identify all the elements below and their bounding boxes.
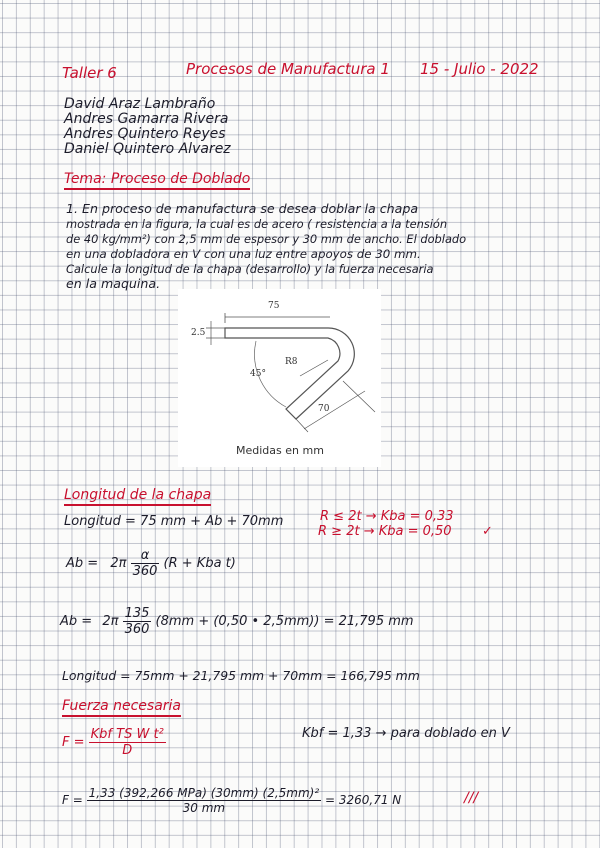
force-final-fraction <box>87 786 322 815</box>
force-final-result: = 3260,71 N <box>325 793 402 807</box>
dim-angle-label: 45° <box>250 369 266 379</box>
force-final-calculation <box>62 786 401 815</box>
force-formula-fraction <box>89 727 166 758</box>
arc-sub-rest: (8mm + (0,50 • 2,5mm)) = 21,795 mm <box>155 614 414 629</box>
force-formula-numerator: Kbf TS W t² <box>90 727 164 742</box>
length-equation: Longitud = 75 mm + Ab + 70mm <box>64 514 284 529</box>
author-4: Daniel Quintero Alvarez <box>64 141 231 157</box>
arc-formula-lhs: Ab = <box>66 556 99 571</box>
arc-sub-numerator: 135 <box>124 606 150 621</box>
problem-line-6: en la maquina. <box>66 276 161 291</box>
problem-line-2: mostrada en la figura, la cual es de acero ( resistencia a la tensión <box>66 217 448 231</box>
arc-sub-fraction <box>123 606 152 637</box>
topic-title: Tema: Proceso de Doblado <box>64 171 250 190</box>
author-3: Andres Quintero Reyes <box>64 126 226 142</box>
force-section-title: Fuerza necesaria <box>62 698 181 717</box>
author-1: David Araz Lambraño <box>64 96 216 112</box>
force-formula-denominator: D <box>122 743 133 758</box>
problem-line-1: 1. En proceso de manufactura se desea doblar la chapa <box>66 201 419 216</box>
arc-formula-coef: 2π <box>110 556 127 571</box>
force-final-denominator: 30 mm <box>182 801 226 815</box>
result-mark-icon: /// <box>464 790 479 806</box>
arc-length-substitution <box>60 606 414 637</box>
force-formula-lhs: F = <box>62 735 85 750</box>
figure-caption: Medidas en mm <box>236 444 324 457</box>
check-mark-icon: ✓ <box>482 524 493 539</box>
force-final-numerator: 1,33 (392,266 MPa) (30mm) (2,5mm)² <box>88 786 320 800</box>
problem-line-3: de 40 kg/mm²) con 2,5 mm de espesor y 30 mm de ancho. El doblado <box>66 232 467 246</box>
problem-line-4: en una dobladora en V con una luz entre apoyos de 30 mm. <box>66 247 421 261</box>
arc-sub-coef: 2π <box>102 614 119 629</box>
dim-top-label: 75 <box>268 301 280 311</box>
force-formula <box>62 727 166 758</box>
arc-formula-rest: (R + Kba t) <box>163 556 236 571</box>
arc-sub-lhs: Ab = <box>60 614 93 629</box>
arc-formula-denominator: 360 <box>132 564 158 579</box>
course-title: Procesos de Manufactura 1 <box>186 60 390 78</box>
kbf-note: Kbf = 1,33 → para doblado en V <box>302 726 510 741</box>
author-2: Andres Gamarra Rivera <box>64 111 229 127</box>
kba-rule-2: R ≥ 2t → Kba = 0,50 <box>318 524 452 539</box>
dim-leg-label: 70 <box>318 404 330 414</box>
problem-line-5: Calcule la longitud de la chapa (desarrollo) y la fuerza necesaria <box>66 262 434 276</box>
dim-thickness-label: 2.5 <box>191 328 206 338</box>
force-final-lhs: F = <box>62 793 83 807</box>
workshop-label: Taller 6 <box>62 64 117 82</box>
kba-rule-1: R ≤ 2t → Kba = 0,33 <box>320 509 454 524</box>
arc-sub-denominator: 360 <box>124 622 150 637</box>
arc-length-formula <box>66 548 236 579</box>
arc-formula-numerator: α <box>131 548 160 564</box>
length-section-title: Longitud de la chapa <box>64 487 211 506</box>
dim-radius-label: R8 <box>285 357 298 367</box>
date-label: 15 - Julio - 2022 <box>420 60 539 78</box>
bent-sheet-figure <box>178 289 381 467</box>
arc-formula-fraction <box>131 548 160 579</box>
bent-sheet-drawing <box>178 289 381 467</box>
total-length-result: Longitud = 75mm + 21,795 mm + 70mm = 166,795 mm <box>62 668 420 683</box>
